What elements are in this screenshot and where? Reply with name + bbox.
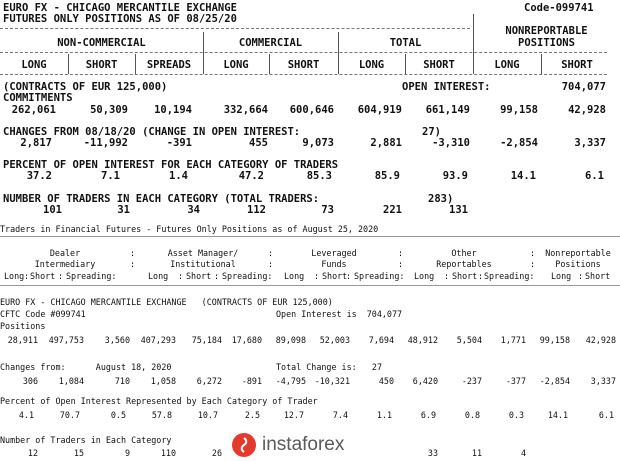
change-value: -891 bbox=[241, 376, 262, 386]
cftc-code: CFTC Code #099741 bbox=[0, 309, 86, 319]
percent-value: 70.7 bbox=[59, 410, 80, 420]
positions-value: 5,504 bbox=[456, 335, 482, 345]
positions-value: 89,098 bbox=[275, 335, 306, 345]
change-value: -237 bbox=[461, 376, 482, 386]
commitment-value: 661,149 bbox=[425, 104, 470, 116]
watermark bbox=[232, 431, 372, 459]
col-header: LONG bbox=[223, 59, 249, 71]
separator-colon: : bbox=[530, 248, 536, 258]
percent-value: 6.9 bbox=[420, 410, 436, 420]
percent-value: 57.8 bbox=[151, 410, 172, 420]
group-leveraged: Leveraged bbox=[311, 248, 357, 258]
col-header: LONG bbox=[21, 59, 47, 71]
percent-value: 6.1 bbox=[598, 410, 614, 420]
sub-col: Long bbox=[284, 271, 305, 281]
percent-label: Percent of Open Interest Represented by Each Category of Trader bbox=[0, 396, 318, 406]
sub-col: Spreading: bbox=[66, 271, 117, 281]
separator-colon: : bbox=[214, 271, 220, 281]
separator-colon: : bbox=[268, 248, 274, 258]
traders-value: 11 bbox=[471, 448, 482, 458]
sub-col: Spreading: bbox=[222, 271, 273, 281]
group-dealer-sub: Intermediary bbox=[34, 259, 96, 269]
percent-value: 85.9 bbox=[374, 170, 400, 182]
percent-value: 85.3 bbox=[306, 170, 332, 182]
traders-value: 112 bbox=[247, 204, 266, 216]
col-header: SHORT bbox=[287, 59, 320, 71]
change-value: -2,854 bbox=[539, 376, 570, 386]
open-interest-text: Open Interest is 704,077 bbox=[276, 309, 403, 319]
change-value: 9,073 bbox=[302, 137, 334, 149]
group-asset-manager: Asset Manager/ bbox=[167, 248, 239, 258]
sub-col: Short bbox=[322, 271, 348, 281]
changes-open-interest: 27) bbox=[422, 126, 441, 138]
change-value: 6,420 bbox=[412, 376, 438, 386]
change-value: 450 bbox=[378, 376, 394, 386]
traders-value: 31 bbox=[117, 204, 130, 216]
traders-value: 4 bbox=[520, 448, 526, 458]
positions-value: 17,680 bbox=[231, 335, 262, 345]
positions-value: 52,003 bbox=[319, 335, 350, 345]
separator-colon: : bbox=[398, 259, 404, 269]
positions-value: 407,293 bbox=[140, 335, 176, 345]
separator-colon: : bbox=[268, 259, 274, 269]
divider bbox=[0, 28, 470, 29]
percent-value: 1.1 bbox=[376, 410, 392, 420]
commitment-value: 50,309 bbox=[90, 104, 128, 116]
change-value: -391 bbox=[166, 137, 192, 149]
separator-colon: : bbox=[398, 248, 404, 258]
separator-colon: : bbox=[24, 271, 30, 281]
col-header: SPREADS bbox=[146, 59, 192, 71]
percent-value: 1.4 bbox=[169, 170, 188, 182]
tff-report bbox=[0, 222, 620, 461]
col-header: SHORT bbox=[561, 59, 593, 71]
percent-value: 10.7 bbox=[197, 410, 218, 420]
positions-value: 75,184 bbox=[191, 335, 222, 345]
change-value: 1,084 bbox=[58, 376, 84, 386]
positions-value: 99,158 bbox=[539, 335, 570, 345]
group-commercial: COMMERCIAL bbox=[238, 37, 303, 49]
total-change-value: 27 bbox=[371, 362, 382, 372]
percent-value: 0.8 bbox=[464, 410, 480, 420]
divider bbox=[0, 285, 620, 286]
group-total: TOTAL bbox=[389, 37, 422, 49]
positions-value: 48,912 bbox=[407, 335, 438, 345]
change-value: -10,321 bbox=[314, 376, 350, 386]
group-other-sub: Reportables bbox=[436, 259, 492, 269]
watermark-text: instaforex bbox=[262, 434, 345, 455]
separator-colon: : bbox=[578, 271, 584, 281]
report-code: Code-099741 bbox=[524, 2, 594, 14]
percent-value: 2.5 bbox=[244, 410, 260, 420]
sub-col: Long bbox=[4, 271, 25, 281]
commitment-value: 600,646 bbox=[289, 104, 334, 116]
positions-value: 1,771 bbox=[500, 335, 526, 345]
commitment-value: 262,061 bbox=[11, 104, 56, 116]
change-value: 455 bbox=[249, 137, 268, 149]
traders-value: 73 bbox=[321, 204, 334, 216]
commitment-value: 99,158 bbox=[500, 104, 538, 116]
percent-value: 12.7 bbox=[283, 410, 304, 420]
percent-value: 14.1 bbox=[510, 170, 536, 182]
group-nonreportable-positions: POSITIONS bbox=[518, 37, 575, 49]
percent-value: 7.4 bbox=[332, 410, 348, 420]
divider bbox=[0, 74, 607, 75]
sub-col: Short bbox=[452, 271, 478, 281]
sub-col: Long bbox=[148, 271, 169, 281]
traders-value: 221 bbox=[383, 204, 402, 216]
col-header: LONG bbox=[494, 59, 520, 71]
sub-col: Short bbox=[585, 271, 611, 281]
commitment-value: 42,928 bbox=[568, 104, 606, 116]
traders-value: 9 bbox=[124, 448, 130, 458]
market-line: EURO FX - CHICAGO MERCANTILE EXCHANGE (CONTRACTS OF EUR 125,000) bbox=[0, 297, 333, 307]
separator-colon: : bbox=[58, 271, 64, 281]
sub-col: Long bbox=[414, 271, 435, 281]
separator-colon: : bbox=[478, 271, 484, 281]
separator-colon: : bbox=[130, 259, 136, 269]
positions-value: 497,753 bbox=[48, 335, 84, 345]
group-nonreportable: NONREPORTABLE bbox=[505, 25, 588, 37]
traders-total: 283) bbox=[428, 193, 454, 205]
group-leveraged-sub: Funds bbox=[321, 259, 347, 269]
open-interest-label: OPEN INTEREST: bbox=[402, 81, 491, 93]
group-other: Other bbox=[451, 248, 477, 258]
sub-col: Spreading: bbox=[354, 271, 405, 281]
contracts-label: (CONTRACTS OF EUR 125,000) bbox=[3, 81, 168, 93]
commitments-label: COMMITMENTS bbox=[3, 92, 73, 104]
percent-value: 4.1 bbox=[18, 410, 34, 420]
percent-value: 47.2 bbox=[238, 170, 264, 182]
change-value: -11,992 bbox=[83, 137, 128, 149]
traders-value: 110 bbox=[160, 448, 176, 458]
group-nonreportable-sub: Positions bbox=[555, 259, 601, 269]
separator-colon: : bbox=[314, 271, 320, 281]
commitment-value: 10,194 bbox=[154, 104, 192, 116]
change-value: 6,272 bbox=[196, 376, 222, 386]
positions-value: 3,560 bbox=[104, 335, 130, 345]
traders-label: Number of Traders in Each Category bbox=[0, 435, 172, 445]
report-title: EURO FX - CHICAGO MERCANTILE EXCHANGE bbox=[3, 2, 237, 14]
change-value: -377 bbox=[505, 376, 526, 386]
group-dealer: Dealer bbox=[49, 248, 81, 258]
traders-value: 26 bbox=[211, 448, 222, 458]
col-header: SHORT bbox=[85, 59, 118, 71]
change-value: 306 bbox=[22, 376, 38, 386]
tff-heading: Traders in Financial Futures - Futures Only Positions as of August 25, 2020 bbox=[0, 224, 379, 234]
group-non-commercial: NON-COMMERCIAL bbox=[57, 37, 146, 49]
traders-value: 12 bbox=[27, 448, 38, 458]
sub-col: Long bbox=[551, 271, 572, 281]
group-nonreportable: Nonreportable bbox=[545, 248, 611, 258]
traders-value: 33 bbox=[427, 448, 438, 458]
change-value: 710 bbox=[114, 376, 130, 386]
divider bbox=[0, 236, 620, 237]
instaforex-logo-icon bbox=[232, 433, 256, 457]
percent-value: 6.1 bbox=[585, 170, 604, 182]
percent-value: 0.3 bbox=[508, 410, 524, 420]
commitment-value: 332,664 bbox=[223, 104, 268, 116]
changes-label: CHANGES FROM 08/18/20 (CHANGE IN OPEN INTEREST: bbox=[3, 126, 301, 138]
positions-value: 7,694 bbox=[368, 335, 394, 345]
change-value: 2,881 bbox=[370, 137, 402, 149]
change-value: 1,058 bbox=[150, 376, 176, 386]
percent-label: PERCENT OF OPEN INTEREST FOR EACH CATEGORY OF TRADERS bbox=[3, 159, 339, 171]
total-change-label: Total Change is: bbox=[276, 362, 357, 372]
sub-col: Short bbox=[186, 271, 212, 281]
percent-value: 7.1 bbox=[101, 170, 120, 182]
legacy-cot-report bbox=[0, 0, 620, 222]
sub-col: Spreading: bbox=[484, 271, 535, 281]
divider bbox=[0, 52, 607, 53]
separator-colon: : bbox=[178, 271, 184, 281]
open-interest-value: 704,077 bbox=[561, 81, 606, 93]
group-asset-manager-sub: Institutional bbox=[170, 259, 236, 269]
positions-value: 42,928 bbox=[585, 335, 616, 345]
traders-value: 101 bbox=[43, 204, 62, 216]
change-value: -2,854 bbox=[500, 137, 538, 149]
commitment-value: 604,919 bbox=[357, 104, 402, 116]
separator-colon: : bbox=[130, 248, 136, 258]
positions-value: 28,911 bbox=[7, 335, 38, 345]
changes-label: Changes from: August 18, 2020 bbox=[0, 362, 172, 372]
report-subtitle: FUTURES ONLY POSITIONS AS OF 08/25/20 bbox=[3, 13, 237, 25]
traders-value: 34 bbox=[187, 204, 200, 216]
traders-value: 15 bbox=[73, 448, 84, 458]
change-value: 3,337 bbox=[590, 376, 616, 386]
col-header: SHORT bbox=[423, 59, 455, 71]
percent-value: 93.9 bbox=[442, 170, 468, 182]
traders-value: 131 bbox=[449, 204, 468, 216]
col-header: LONG bbox=[358, 59, 385, 71]
change-value: -3,310 bbox=[432, 137, 470, 149]
separator-colon: : bbox=[346, 271, 352, 281]
positions-label: Positions bbox=[0, 321, 46, 331]
change-value: 3,337 bbox=[574, 137, 606, 149]
change-value: 2,817 bbox=[20, 137, 52, 149]
percent-value: 37.2 bbox=[26, 170, 52, 182]
percent-value: 0.5 bbox=[110, 410, 126, 420]
percent-value: 14.1 bbox=[547, 410, 568, 420]
separator-colon: : bbox=[444, 271, 450, 281]
sub-col: Short bbox=[30, 271, 56, 281]
separator-colon: : bbox=[530, 259, 536, 269]
traders-label: NUMBER OF TRADERS IN EACH CATEGORY (TOTAL TRADERS: bbox=[3, 193, 320, 205]
change-value: -4,795 bbox=[275, 376, 306, 386]
